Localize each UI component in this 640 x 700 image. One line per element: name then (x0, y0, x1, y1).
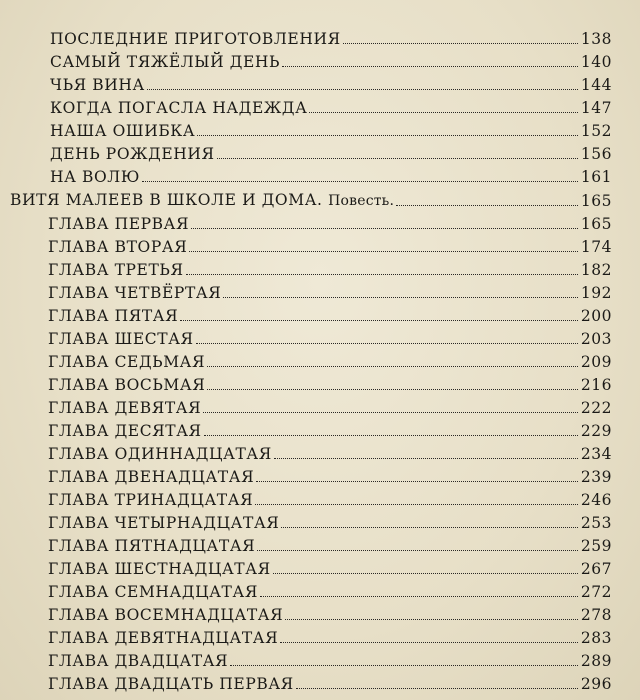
dot-leader (274, 458, 578, 459)
toc-entry-page: 234 (580, 445, 612, 463)
dot-leader (257, 550, 578, 551)
story-subtitle: Повесть. (328, 193, 395, 209)
toc-entry (48, 326, 612, 348)
toc-entry-title: ГЛАВА ПЯТНАДЦАТАЯ (48, 537, 256, 555)
toc-entry-page: 152 (580, 122, 612, 140)
toc-entry-page: 267 (580, 560, 612, 578)
toc-entry-page: 140 (580, 53, 612, 71)
dot-leader (282, 66, 578, 67)
dot-leader (189, 251, 578, 252)
toc-entry (48, 257, 612, 279)
toc-entry-page: 200 (580, 307, 612, 325)
toc-entry-title: ГЛАВА ДЕВЯТАЯ (48, 399, 202, 417)
toc-entry-title (10, 191, 394, 210)
dot-leader (280, 642, 578, 643)
dot-leader (147, 89, 578, 90)
toc-entry (48, 464, 612, 486)
dot-leader (191, 228, 578, 229)
toc-entry-page: 278 (580, 606, 612, 624)
toc-entry-title: ДЕНЬ РОЖДЕНИЯ (50, 145, 215, 163)
dot-leader (255, 504, 578, 505)
dot-leader (196, 343, 578, 344)
toc-entry (50, 141, 612, 163)
toc-entry-title: ГЛАВА ВОСЕМНАДЦАТАЯ (48, 606, 284, 624)
toc-entry (48, 349, 612, 371)
toc-entry-title: ГЛАВА ТРИНАДЦАТАЯ (48, 491, 254, 509)
toc-entry-title: ГЛАВА ШЕСТАЯ (48, 330, 194, 348)
toc-entry-page: 182 (580, 261, 612, 279)
toc-entry (48, 211, 612, 233)
toc-entry-page: 192 (580, 284, 612, 302)
toc-entry-page: 272 (580, 583, 612, 601)
toc-entry (48, 303, 612, 325)
toc-entry-page: 161 (580, 168, 612, 186)
toc-entry-title: ГЛАВА ЧЕТЫРНАДЦАТАЯ (48, 514, 280, 532)
toc-entry (48, 533, 612, 555)
toc-entry (48, 441, 612, 463)
toc-entry (48, 395, 612, 417)
toc-entry (50, 26, 612, 48)
dot-leader (207, 389, 578, 390)
toc-entry (50, 49, 612, 71)
dot-leader (260, 596, 578, 597)
toc-entry-title: ГЛАВА СЕМНАДЦАТАЯ (48, 583, 258, 601)
toc-entry-page: 253 (580, 514, 612, 532)
toc-entry (48, 556, 612, 578)
toc-entry-story (10, 188, 612, 210)
dot-leader (273, 573, 578, 574)
toc-entry-title: КОГДА ПОГАСЛА НАДЕЖДА (50, 99, 308, 117)
toc-entry-page: 222 (580, 399, 612, 417)
toc-entry-page: 209 (580, 353, 612, 371)
toc-entry-page: 138 (580, 30, 612, 48)
dot-leader (142, 181, 578, 182)
dot-leader (230, 665, 578, 666)
dot-leader (207, 366, 578, 367)
toc-entry (48, 648, 612, 670)
dot-leader (281, 527, 577, 528)
toc-entry-title: ГЛАВА ПЕРВАЯ (48, 215, 190, 233)
toc-entry-title: ГЛАВА ДВАДЦАТАЯ (48, 652, 229, 670)
toc-entry-title: НАША ОШИБКА (50, 122, 196, 140)
toc-entry (50, 95, 612, 117)
dot-leader (204, 435, 578, 436)
toc-entry-title: ГЛАВА СЕДЬМАЯ (48, 353, 206, 371)
toc-entry (50, 72, 612, 94)
toc-entry-title: ГЛАВА ДЕСЯТАЯ (48, 422, 202, 440)
toc-entry-page: 246 (580, 491, 612, 509)
dot-leader (296, 688, 578, 689)
toc-entry-title: ЧЬЯ ВИНА (50, 76, 145, 94)
toc-entry (48, 579, 612, 601)
toc-entry-page: 289 (580, 652, 612, 670)
toc-entry (48, 625, 612, 647)
toc-entry-page: 174 (580, 238, 612, 256)
toc-entry-title: ГЛАВА ТРЕТЬЯ (48, 261, 184, 279)
dot-leader (223, 297, 578, 298)
dot-leader (217, 158, 578, 159)
toc-entry-page: 156 (580, 145, 612, 163)
toc-entry-page: 165 (580, 192, 612, 210)
dot-leader (396, 205, 578, 206)
toc-entry-title: ГЛАВА ВОСЬМАЯ (48, 376, 206, 394)
dot-leader (186, 274, 578, 275)
toc-entry-title: ГЛАВА ПЯТАЯ (48, 307, 179, 325)
toc-entry-page: 147 (580, 99, 612, 117)
dot-leader (285, 619, 578, 620)
toc-entry-title: НА ВОЛЮ (50, 168, 140, 186)
dot-leader (180, 320, 578, 321)
toc-entry-page: 283 (580, 629, 612, 647)
dot-leader (256, 481, 578, 482)
dot-leader (343, 43, 578, 44)
toc-entry-title: САМЫЙ ТЯЖЁЛЫЙ ДЕНЬ (50, 53, 281, 71)
toc-entry (48, 418, 612, 440)
toc-entry (48, 280, 612, 302)
toc-entry-title: ГЛАВА ВТОРАЯ (48, 238, 188, 256)
toc-entry-title: ГЛАВА ДВАДЦАТЬ ПЕРВАЯ (48, 675, 294, 693)
toc-entry-title: ГЛАВА ОДИННАДЦАТАЯ (48, 445, 272, 463)
toc-entry-page: 296 (580, 675, 612, 693)
toc-entry-page: 165 (580, 215, 612, 233)
toc-entry (50, 164, 612, 186)
toc-entry (48, 510, 612, 532)
toc-entry (48, 487, 612, 509)
toc-entry-page: 229 (580, 422, 612, 440)
toc-entry (48, 372, 612, 394)
story-title: ВИТЯ МАЛЕЕВ В ШКОЛЕ И ДОМА. (10, 191, 323, 209)
toc-entry (48, 671, 612, 693)
dot-leader (309, 112, 577, 113)
toc-entry-page: 144 (580, 76, 612, 94)
dot-leader (197, 135, 578, 136)
toc-entry-title: ГЛАВА ДЕВЯТНАДЦАТАЯ (48, 629, 279, 647)
toc-entry-title: ГЛАВА ЧЕТВЁРТАЯ (48, 284, 222, 302)
dot-leader (203, 412, 578, 413)
toc-entry-page: 203 (580, 330, 612, 348)
toc-entry-page: 239 (580, 468, 612, 486)
toc-entry-title: ГЛАВА ДВЕНАДЦАТАЯ (48, 468, 255, 486)
toc-entry (48, 234, 612, 256)
toc-entry-title: ПОСЛЕДНИЕ ПРИГОТОВЛЕНИЯ (50, 30, 341, 48)
toc-entry-page: 216 (580, 376, 612, 394)
toc-entry-title: ГЛАВА ШЕСТНАДЦАТАЯ (48, 560, 271, 578)
toc-entry-page: 259 (580, 537, 612, 555)
toc-entry (48, 602, 612, 624)
toc-entry (50, 118, 612, 140)
